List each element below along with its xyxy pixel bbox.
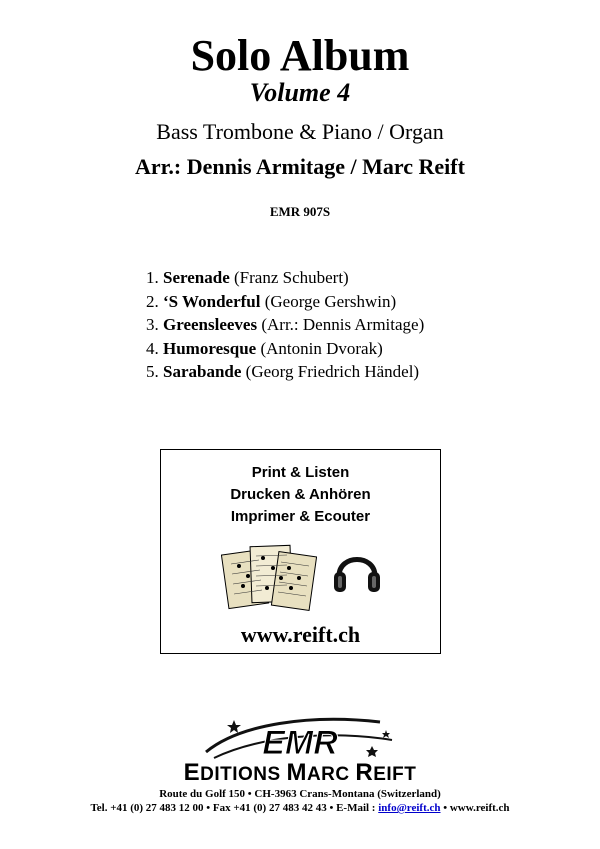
logo-text: EMR xyxy=(262,724,338,762)
publisher-contact: Tel. +41 (0) 27 483 12 00 • Fax +41 (0) 27 483 42 43 • E-Mail : info@reift.ch • www.reift.ch xyxy=(90,802,510,814)
piece-list xyxy=(146,266,424,384)
volume-label: Volume 4 xyxy=(249,78,351,107)
list-item: 3. Greensleeves (Arr.: Dennis Armitage) xyxy=(146,315,425,334)
publisher-name: EDITIONS MARC REIFT xyxy=(183,759,417,786)
list-item: 4. Humoresque (Antonin Dvorak) xyxy=(146,338,383,358)
instrumentation: Bass Trombone & Piano / Organ xyxy=(156,119,444,144)
album-title: Solo Album xyxy=(190,31,410,80)
promo-line-german: Drucken & Anhören xyxy=(230,486,371,503)
list-item: 5. Sarabande (Georg Friedrich Händel) xyxy=(146,362,420,381)
publisher-address: Route du Golf 150 • CH-3963 Crans-Montana (Switzerland) xyxy=(159,788,441,800)
email-link[interactable]: info@reift.ch xyxy=(378,802,441,814)
print-listen-box xyxy=(160,449,441,654)
sheet-music-icon xyxy=(221,542,317,612)
headphones-icon xyxy=(329,544,385,600)
promo-line-french: Imprimer & Ecouter xyxy=(230,508,371,525)
list-item: 2. ‘S Wonderful (George Gershwin) xyxy=(146,291,397,311)
catalog-code: EMR 907S xyxy=(269,204,331,219)
promo-website: www.reift.ch xyxy=(240,622,361,647)
emr-logo xyxy=(200,712,400,764)
promo-line-english: Print & Listen xyxy=(251,464,350,481)
arrangers: Arr.: Dennis Armitage / Marc Reift xyxy=(135,154,465,179)
list-item: 1. Serenade (Franz Schubert) xyxy=(146,268,349,287)
